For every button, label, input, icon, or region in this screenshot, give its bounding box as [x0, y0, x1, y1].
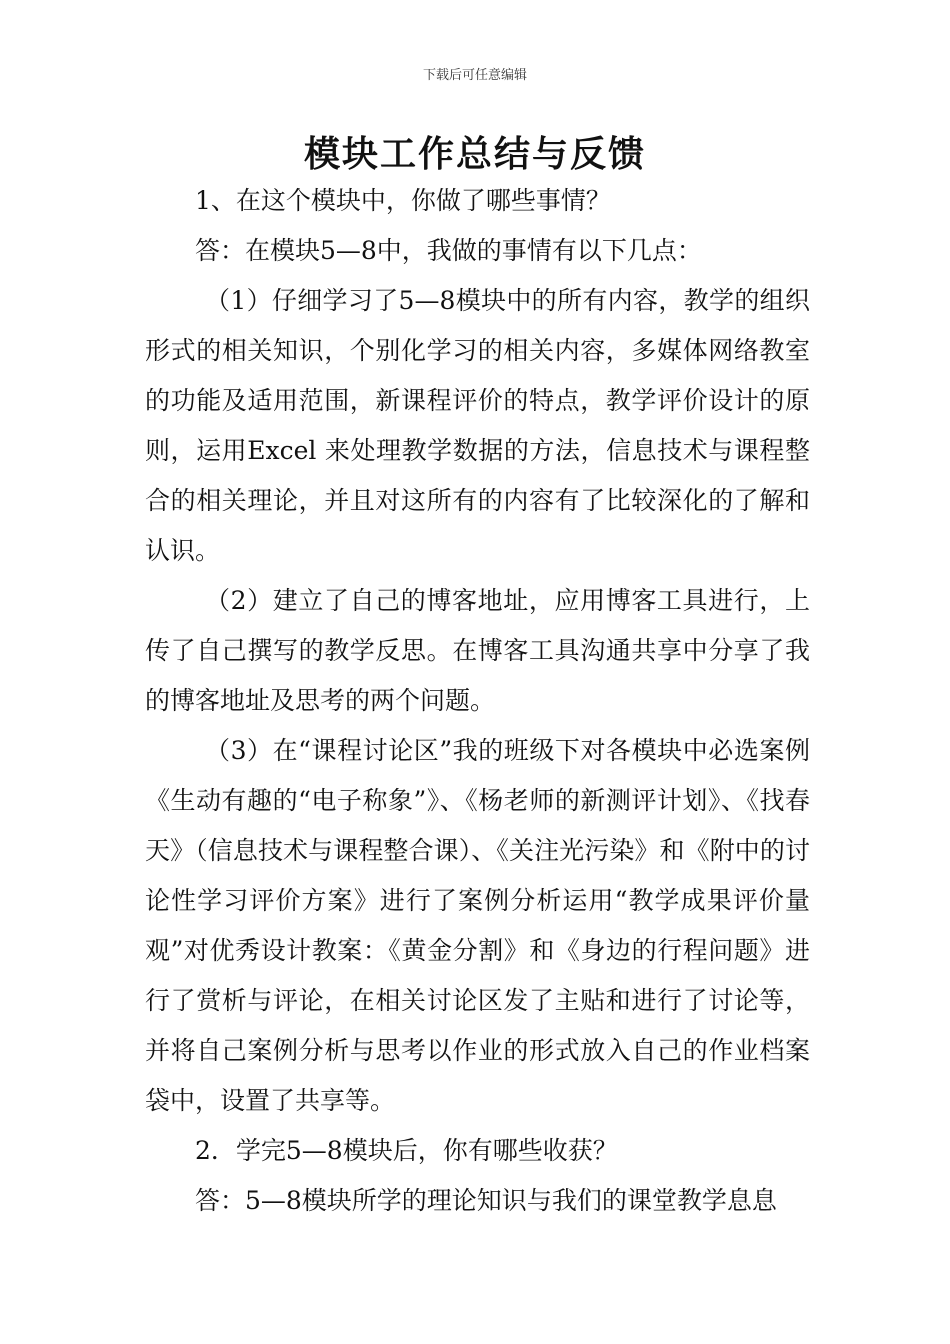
answer-1-item-1: （1）仔细学习了5—8模块中的所有内容，教学的组织形式的相关知识，个别化学习的相关内容，多媒体网络教室的功能及适用范围，新课程评价的特点，教学评价设计的原则，运用Excel 来处理教学数据的方法，信息技术与课程整合的相关理论，并且对这所有的内容有了比较深化的了解和认识。	[145, 286, 810, 565]
page-header-note: 下载后可任意编辑	[422, 68, 527, 83]
answer-1-item-3: （3）在“课程讨论区”我的班级下对各模块中必选案例《生动有趣的“电子称象”》、《杨老师的新测评计划》、《找春天》（信息技术与课程整合课）、《关注光污染》和《附中的讨论性学习评价方案》进行了案例分析运用“教学成果评价量观”对优秀设计教案：《黄金分割》和《身边的行程问题》进行了赏析与评论，在相关讨论区发了主贴和进行了讨论等，并将自己案例分析与思考以作业的形式放入自己的作业档案袋中，设置了共享等。	[145, 736, 810, 1115]
document-body	[145, 176, 810, 1226]
answer-1-intro: 答：在模块5—8中，我做的事情有以下几点：	[195, 236, 702, 265]
question-2: 2．学完5—8模块后，你有哪些收获？	[195, 1136, 618, 1165]
answer-1-item-2: （2）建立了自己的博客地址，应用博客工具进行，上传了自己撰写的教学反思。在博客工具沟通共享中分享了我的博客地址及思考的两个问题。	[145, 586, 810, 715]
answer-2-start: 答：5—8模块所学的理论知识与我们的课堂教学息息	[195, 1186, 777, 1215]
document-title: 模块工作总结与反馈	[303, 134, 646, 175]
question-1: 1、在这个模块中，你做了哪些事情？	[195, 186, 611, 215]
